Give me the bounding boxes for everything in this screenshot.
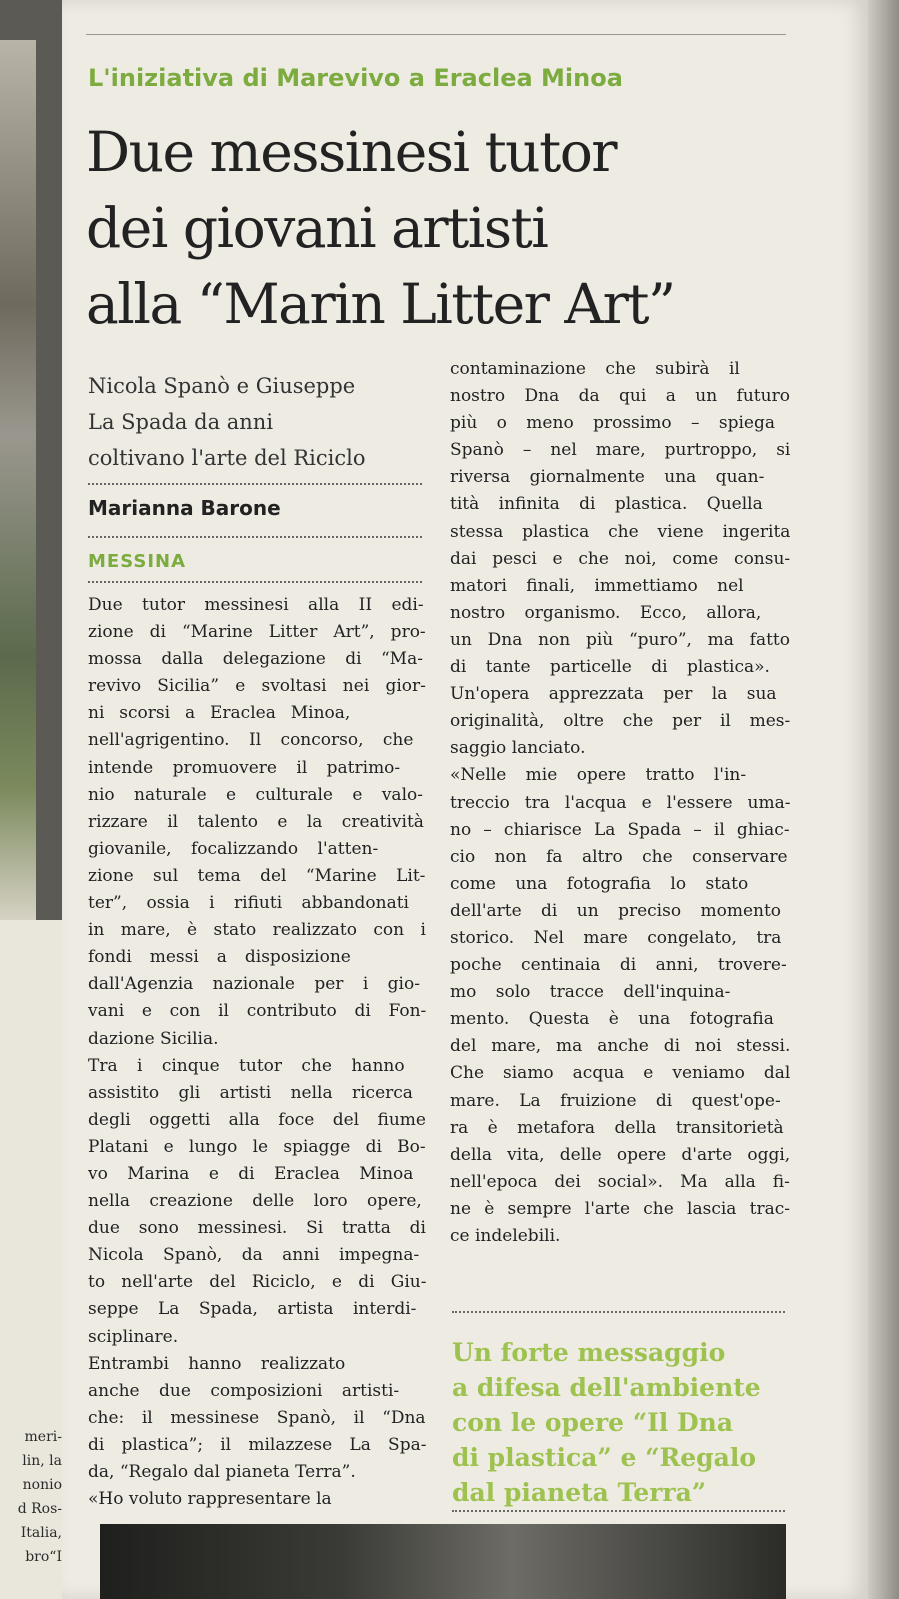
- subhead-line: La Spada da anni: [88, 410, 274, 434]
- text-line: «Nelle mie opere tratto l'in-: [450, 765, 747, 786]
- headline-line: dei giovani artisti: [86, 196, 548, 260]
- text-line: tità infinita di plastica. Quella: [450, 494, 763, 515]
- text-line: come una fotografia lo stato: [450, 873, 749, 894]
- text-line: zione sul tema del “Marine Lit-: [88, 865, 426, 886]
- text-line: dazione Sicilia.: [88, 1028, 219, 1049]
- text-line: dell'arte di un preciso momento: [450, 900, 782, 921]
- top-rule: [86, 34, 786, 35]
- text-line: sciplinare.: [88, 1326, 179, 1347]
- fragment-line: bro“I: [25, 1549, 62, 1565]
- text-line: un Dna non più “puro”, ma fatto: [450, 629, 790, 650]
- text-line: dall'Agenzia nazionale per i gio-: [88, 974, 420, 995]
- text-line: riversa giornalmente una quan-: [450, 467, 765, 488]
- text-line: ter”, ossia i rifiuti abbandonati: [88, 893, 409, 914]
- text-line: ra è metafora della transitorietà: [450, 1117, 784, 1138]
- fragment-line: nonio: [22, 1477, 62, 1493]
- text-line: dai pesci e che noi, come consu-: [450, 548, 790, 569]
- subhead-line: Nicola Spanò e Giuseppe: [88, 374, 356, 398]
- next-article-photo: [100, 1524, 786, 1599]
- text-line: mare. La fruizione di quest'ope-: [450, 1090, 781, 1111]
- divider-rule: [452, 1510, 785, 1512]
- fragment-line: meri-: [24, 1429, 62, 1445]
- article-dateline: MESSINA: [88, 551, 187, 572]
- text-line: matori finali, immettiamo nel: [450, 575, 744, 596]
- text-line: poche centinaia di anni, trovere-: [450, 955, 787, 976]
- divider-rule: [88, 483, 422, 485]
- text-line: mossa dalla delegazione di “Ma-: [88, 649, 423, 670]
- text-line: di plastica”; il milazzese La Spa-: [88, 1434, 426, 1455]
- fragment-line: lin, la: [22, 1453, 62, 1469]
- text-line: mo solo tracce dell'inquina-: [450, 982, 731, 1003]
- pullquote-line: a difesa dell'ambiente: [452, 1373, 761, 1402]
- text-line: intende promuovere il patrimo-: [88, 757, 401, 778]
- article-byline: Marianna Barone: [88, 496, 281, 520]
- text-line: nell'epoca dei social». Ma alla fi-: [450, 1171, 790, 1192]
- fragment-line: d Ros-: [17, 1501, 62, 1517]
- pullquote-line: di plastica” e “Regalo: [452, 1443, 757, 1472]
- divider-rule: [452, 1311, 785, 1313]
- text-line: del mare, ma anche di noi stessi.: [450, 1036, 790, 1057]
- page-edge-shadow: [868, 0, 899, 1599]
- adjacent-page-photo: [0, 40, 36, 920]
- text-line: nostro organismo. Ecco, allora,: [450, 602, 762, 623]
- text-line: ni scorsi a Eraclea Minoa,: [88, 703, 351, 724]
- text-line: più o meno prossimo – spiega: [450, 413, 775, 434]
- article-subhead: [88, 368, 438, 476]
- pullquote-line: dal pianeta Terra”: [452, 1478, 707, 1507]
- article-headline: [86, 114, 786, 342]
- headline-line: Due messinesi tutor: [86, 120, 617, 184]
- text-line: Che siamo acqua e veniamo dal: [450, 1063, 790, 1084]
- article-column-1: [88, 592, 426, 1513]
- text-line: no – chiarisce La Spada – il ghiac-: [450, 819, 790, 840]
- text-line: originalità, oltre che per il mes-: [450, 711, 790, 732]
- text-line: rizzare il talento e la creatività: [88, 811, 424, 832]
- divider-rule: [88, 536, 422, 538]
- text-line: zione di “Marine Litter Art”, pro-: [88, 622, 426, 643]
- text-line: che: il messinese Spanò, il “Dna: [88, 1407, 426, 1428]
- text-line: ne è sempre l'arte che lascia trac-: [450, 1198, 790, 1219]
- text-line: treccio tra l'acqua e l'essere uma-: [450, 792, 790, 813]
- text-line: mento. Questa è una fotografia: [450, 1009, 774, 1030]
- text-line: vani e con il contributo di Fon-: [88, 1001, 426, 1022]
- text-line: Entrambi hanno realizzato: [88, 1353, 346, 1374]
- text-line: nostro Dna da qui a un futuro: [450, 386, 790, 407]
- text-line: «Ho voluto rappresentare la: [88, 1489, 332, 1510]
- text-line: revivo Sicilia” e svoltasi nei gior-: [88, 676, 426, 697]
- text-line: Due tutor messinesi alla II edi-: [88, 595, 424, 615]
- text-line: Nicola Spanò, da anni impegna-: [88, 1245, 420, 1266]
- fragment-line: Italia,: [20, 1525, 62, 1541]
- headline-line: alla “Marin Litter Art”: [86, 272, 675, 336]
- text-line: contaminazione che subirà il: [450, 359, 740, 379]
- text-line: Un'opera apprezzata per la sua: [450, 684, 777, 705]
- text-line: fondi messi a disposizione: [88, 947, 351, 968]
- text-line: Spanò – nel mare, purtroppo, si: [450, 440, 790, 461]
- text-line: nell'agrigentino. Il concorso, che: [88, 730, 414, 751]
- pullquote-line: con le opere “Il Dna: [452, 1408, 734, 1437]
- text-line: di tante particelle di plastica».: [450, 657, 770, 678]
- text-line: ce indelebili.: [450, 1226, 561, 1246]
- subhead-line: coltivano l'arte del Riciclo: [88, 446, 366, 470]
- text-line: assistito gli artisti nella ricerca: [88, 1082, 413, 1103]
- divider-rule: [88, 581, 422, 583]
- text-line: da, “Regalo dal pianeta Terra”.: [88, 1462, 356, 1482]
- text-line: Tra i cinque tutor che hanno: [88, 1055, 405, 1076]
- article-kicker: L'iniziativa di Marevivo a Eraclea Minoa: [88, 64, 623, 92]
- text-line: in mare, è stato realizzato con i: [88, 920, 426, 941]
- text-line: storico. Nel mare congelato, tra: [450, 927, 782, 948]
- adjacent-column-fragments: [0, 1425, 62, 1569]
- pullquote-line: Un forte messaggio: [452, 1338, 726, 1367]
- text-line: to nell'arte del Riciclo, e di Giu-: [88, 1272, 426, 1293]
- text-line: giovanile, focalizzando l'atten-: [88, 838, 379, 859]
- text-line: stessa plastica che viene ingerita: [450, 521, 790, 542]
- text-line: degli oggetti alla foce del fiume: [88, 1109, 426, 1130]
- text-line: saggio lanciato.: [450, 738, 586, 759]
- text-line: anche due composizioni artisti-: [88, 1380, 400, 1401]
- article-pullquote: [452, 1335, 787, 1510]
- text-line: nio naturale e culturale e valo-: [88, 784, 423, 805]
- text-line: cio non fa altro che conservare: [450, 846, 788, 867]
- text-line: della vita, delle opere d'arte oggi,: [450, 1144, 790, 1165]
- article-column-2: [450, 356, 790, 1250]
- text-line: seppe La Spada, artista interdi-: [88, 1299, 417, 1320]
- text-line: due sono messinesi. Si tratta di: [88, 1218, 426, 1239]
- text-line: nella creazione delle loro opere,: [88, 1191, 422, 1212]
- text-line: vo Marina e di Eraclea Minoa: [88, 1163, 414, 1184]
- text-line: Platani e lungo le spiagge di Bo-: [88, 1136, 426, 1157]
